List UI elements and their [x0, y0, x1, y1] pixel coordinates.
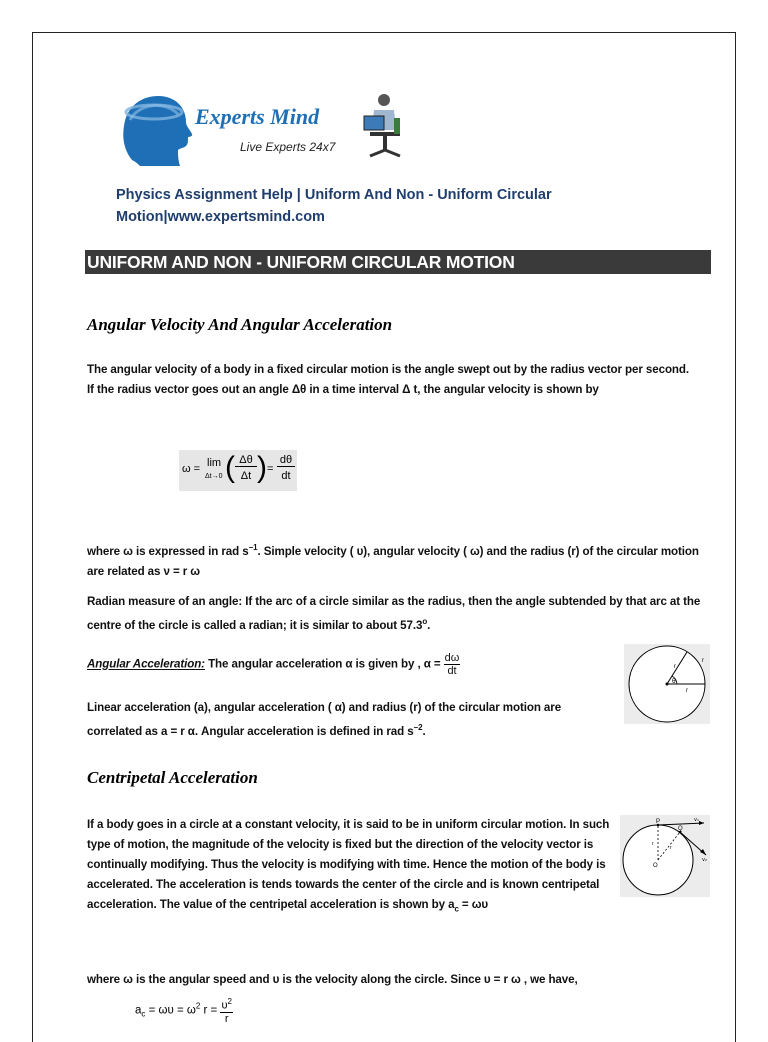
c-p1-part-a: If a body goes in a circle at a constant velocity, it is said to be in uniform circular motion. In such type of motion, the magnitude of the velocity is fixed but the direction of the velocity vector is continually modifying. Thus the velocity is modifying with time. Hence the motion of the body is accelerated. The acceleration is tends towards the center of the circle and is known centripetal acceleration. The value of the centripetal acceleration is shown by a	[87, 818, 610, 911]
fig1-label-r3: r	[686, 688, 688, 694]
p2-sup: −1	[248, 543, 258, 552]
paragraph-centripetal	[87, 815, 612, 919]
p2-part-b: . Simple velocity ( υ), angular velocity ( ω) and the radius (r) of the circular motion are related as ν = r ω	[87, 544, 699, 578]
formula-num2: dθ	[277, 454, 295, 467]
alpha-num: dω	[444, 652, 460, 664]
f2-sub: c	[141, 1009, 146, 1019]
p5-part-a: Linear acceleration (a), angular acceleration ( α) and radius (r) of the circular motion are correlated as a = r α. Angular acceleration is defined in rad s	[87, 701, 562, 738]
left-paren: (	[225, 451, 235, 484]
paragraph-omega-units	[87, 538, 702, 582]
f2-num-text: υ	[221, 999, 228, 1012]
f2-num	[220, 996, 232, 1013]
topic-banner	[85, 250, 711, 274]
section-title-centripetal: Centripetal Acceleration	[87, 768, 258, 787]
alpha-den: dt	[447, 665, 457, 677]
f2-fraction	[220, 996, 232, 1025]
formula-num1: Δθ	[235, 454, 257, 467]
f2-den: r	[224, 1012, 229, 1025]
banner-title: UNIFORM AND NON - UNIFORM CIRCULAR MOTION	[87, 252, 515, 272]
f2-mid: = ωυ = ω	[145, 1004, 196, 1017]
f2-mid2: r =	[200, 1004, 218, 1017]
brand-tagline: Live Experts 24x7	[240, 140, 336, 154]
fig2-label-v1: v₁	[694, 817, 699, 823]
angular-acceleration-label: Angular Acceleration:	[87, 657, 205, 671]
f2-sup: 2	[195, 1001, 201, 1011]
fig2-label-v2: v₂	[702, 857, 707, 863]
fig2-label-r1: r	[652, 841, 654, 847]
formula-eq: =	[267, 463, 274, 475]
c-p1-part-b: = ωυ	[458, 898, 489, 911]
fig1-label-r1: r	[674, 664, 676, 670]
formula-den2: dt	[281, 470, 291, 482]
person-at-computer-icon	[360, 92, 410, 160]
formula-lim: lim	[207, 457, 222, 469]
p3-sup: o	[422, 617, 428, 626]
formula-den1: Δt	[240, 470, 252, 482]
fig2-label-r2: r	[670, 845, 672, 851]
formula-lhs: ω =	[182, 463, 201, 475]
centripetal-formula	[135, 996, 233, 1025]
centripetal-circle-figure	[620, 815, 710, 897]
brand-name: Experts Mind	[195, 104, 320, 129]
fig2-label-p: P	[656, 819, 661, 825]
fig2-label-q: Q	[678, 826, 683, 832]
p5-part-b: .	[422, 724, 426, 738]
head-logo-icon	[118, 90, 200, 172]
p3-part-a: Radian measure of an angle: If the arc of a circle similar as the radius, then the angle subtended by that arc at the centre of the circle is called a radian; it is similar to about 57.3	[87, 595, 701, 632]
p3-part-b: .	[427, 618, 431, 632]
paragraph-radian	[87, 592, 707, 636]
paragraph-linear-acceleration	[87, 698, 617, 742]
radian-circle-figure	[624, 644, 710, 724]
f2-lhs: a	[135, 1004, 142, 1017]
fig2-label-o: O	[653, 863, 658, 869]
section-title-angular: Angular Velocity And Angular Acceleration	[87, 315, 393, 334]
p4-text: The angular acceleration α is given by , α =	[204, 657, 441, 671]
alpha-fraction	[444, 652, 461, 677]
formula-lim-sub: Δt→0	[205, 473, 223, 480]
paragraph-angular-speed: where ω is the angular speed and υ is the velocity along the circle. Since υ = r ω , we have,	[87, 973, 578, 986]
document-heading: Physics Assignment Help | Uniform And Non - Uniform Circular Motion|www.expertsmind.com	[116, 187, 552, 225]
fig1-label-r2: r	[702, 658, 704, 664]
paragraph-angular-acceleration	[87, 652, 607, 677]
c-p1-sub: c	[454, 904, 459, 914]
right-paren: )	[257, 451, 267, 484]
angular-velocity-formula	[179, 450, 297, 491]
f2-num-sup: 2	[227, 997, 232, 1006]
fig1-label-theta: θ	[672, 678, 676, 685]
paragraph-angular-velocity: The angular velocity of a body in a fixed circular motion is the angle swept out by the radius vector per second. If the radius vector goes out an angle Δθ in a time interval Δ t, the angular velocity is shown by	[87, 363, 690, 396]
p5-sup: −2	[413, 723, 423, 732]
p2-part-a: where ω is expressed in rad s	[87, 544, 249, 558]
